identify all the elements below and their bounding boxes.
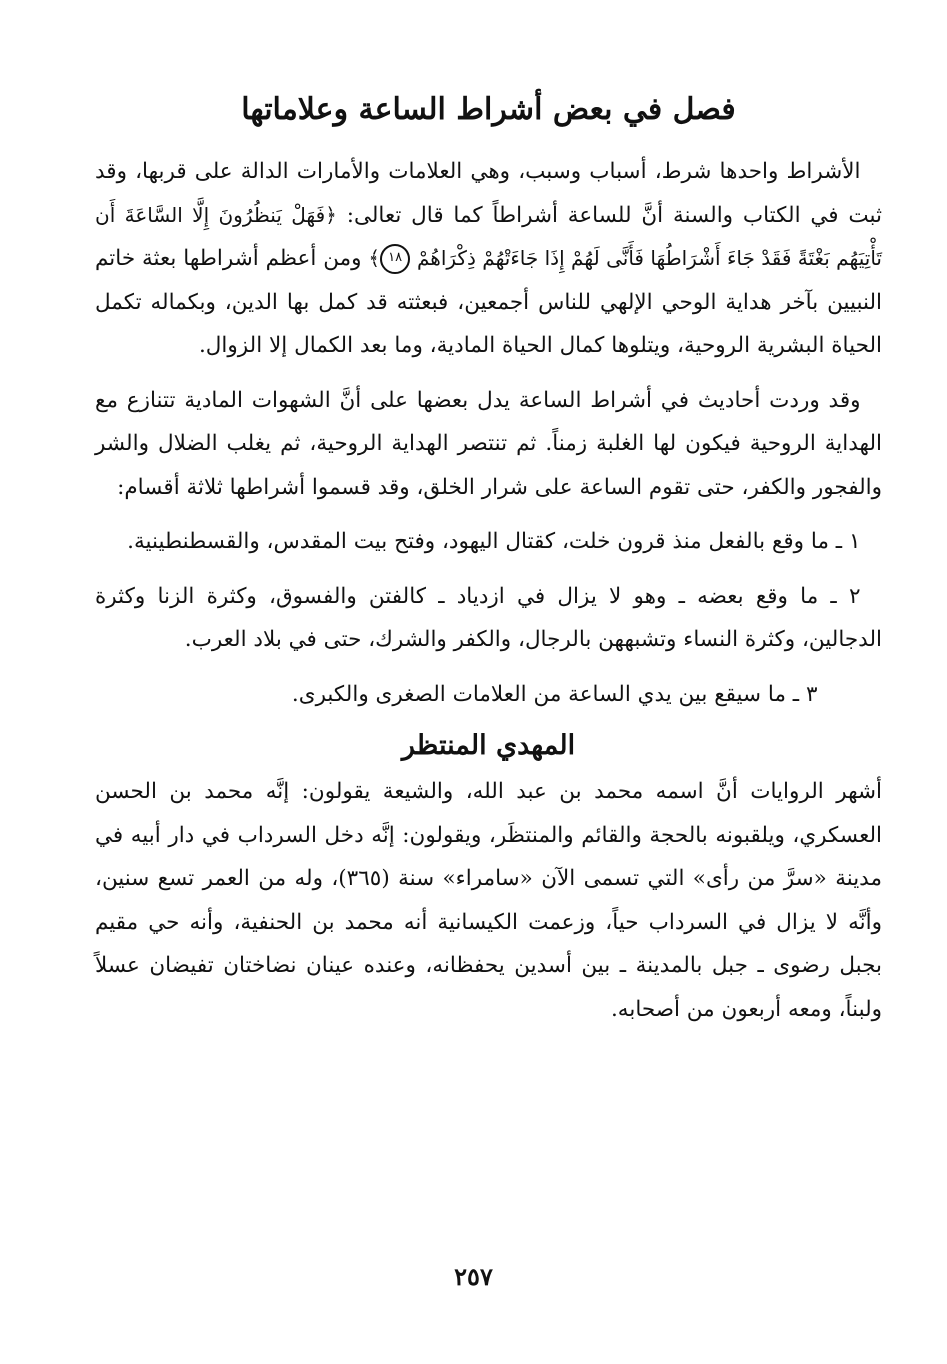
list-item [95, 673, 882, 717]
list-item-text: ١ ـ ما وقع بالفعل منذ قرون خلت، كقتال اليهود، وفتح بيت المقدس، والقسطنطينية. [127, 529, 861, 554]
paragraph-mahdi [95, 770, 882, 1031]
paragraph-mahdi-text: أشهر الروايات أنَّ اسمه محمد بن عبد الله، والشيعة يقولون: إنَّه محمد بن الحسن العسكري، ويلقبونه بالحجة والقائم والمنتظَر، ويقولون: إنَّه دخل السرداب في دار أبيه في مدينة «سرَّ من رأى» التي تسمى الآن «سامراء» سنة (٣٦٥)، وله من العمر تسع سنين، وأنَّه لا يزال في السرداب حياً، وزعمت الكيسانية أنه محمد بن الحنفية، وأنه حي مقيم بجبل رضوى ـ جبل بالمدينة ـ بين أسدين يحفظانه، وعنده عينان نضاختان تفيضان عسلاً ولبناً، ومعه أربعون من أصحابه. [95, 779, 882, 1022]
page-number: ٢٥٧ [454, 1262, 493, 1291]
intro-text-start: الأشراط واحدها شرط، أسباب وسبب، وهي العلامات والأمارات الدالة على قربها، وقد ثبت في الكتاب والسنة أنَّ للساعة أشراطاً كما قال تعالى: [95, 159, 882, 228]
list-item-text: ٣ ـ ما سيقع بين يدي الساعة من العلامات الصغرى والكبرى. [291, 681, 818, 707]
paragraph-hadith-text: وقد وردت أحاديث في أشراط الساعة يدل بعضها على أنَّ الشهوات المادية تتنازع مع الهداية الروحية فيكون لها الغلبة زمناً. ثم تنتصر الهداية الروحية، ثم يغلب الضلال والشر والفجور والكفر، حتى تقوم الساعة على شرار الخلق، وقد قسموا أشراطها ثلاثة أقسام: [95, 387, 882, 500]
quran-close-bracket: ﴾ [368, 246, 381, 270]
intro-paragraph [95, 150, 882, 368]
list-item [95, 575, 882, 662]
chapter-title: فصل في بعض أشراط الساعة وعلاماتها [241, 92, 736, 127]
intro-text-end: ومن أعظم أشراطها بعثة خاتم النبيين بآخر هداية الوحي الإلهي للناس أجمعين، فبعثته قد كمل بها الدين، وبكماله تكمل الحياة البشرية الروحية، ويتلوها كمال الحياة المادية، وما بعد الكمال إلا الزوال. [95, 246, 882, 358]
section-subtitle: المهدي المنتظر [401, 730, 576, 761]
verse-number-marker: ١٨ [380, 244, 410, 274]
chapter-body [95, 150, 882, 1031]
list-item-text: ٢ ـ ما وقع بعضه ـ وهو لا يزال في ازدياد ـ كالفتن والفسوق، وكثرة الزنا وكثرة الدجالين، وكثرة النساء وتشبههن بالرجال، والكفر والشرك، حتى في بلاد العرب. [95, 583, 882, 652]
paragraph-hadith [95, 379, 882, 510]
quran-verse: ﴿فَهَلْ يَنظُرُونَ إِلَّا السَّاعَةَ أَن تَأْتِيَهُم بَغْتَةً فَقَدْ جَاءَ أَشْرَاطُهَا فَأَنَّى لَهُمْ إِذَا جَاءَتْهُمْ ذِكْرَاهُمْ [95, 202, 882, 270]
list-item [95, 520, 882, 564]
